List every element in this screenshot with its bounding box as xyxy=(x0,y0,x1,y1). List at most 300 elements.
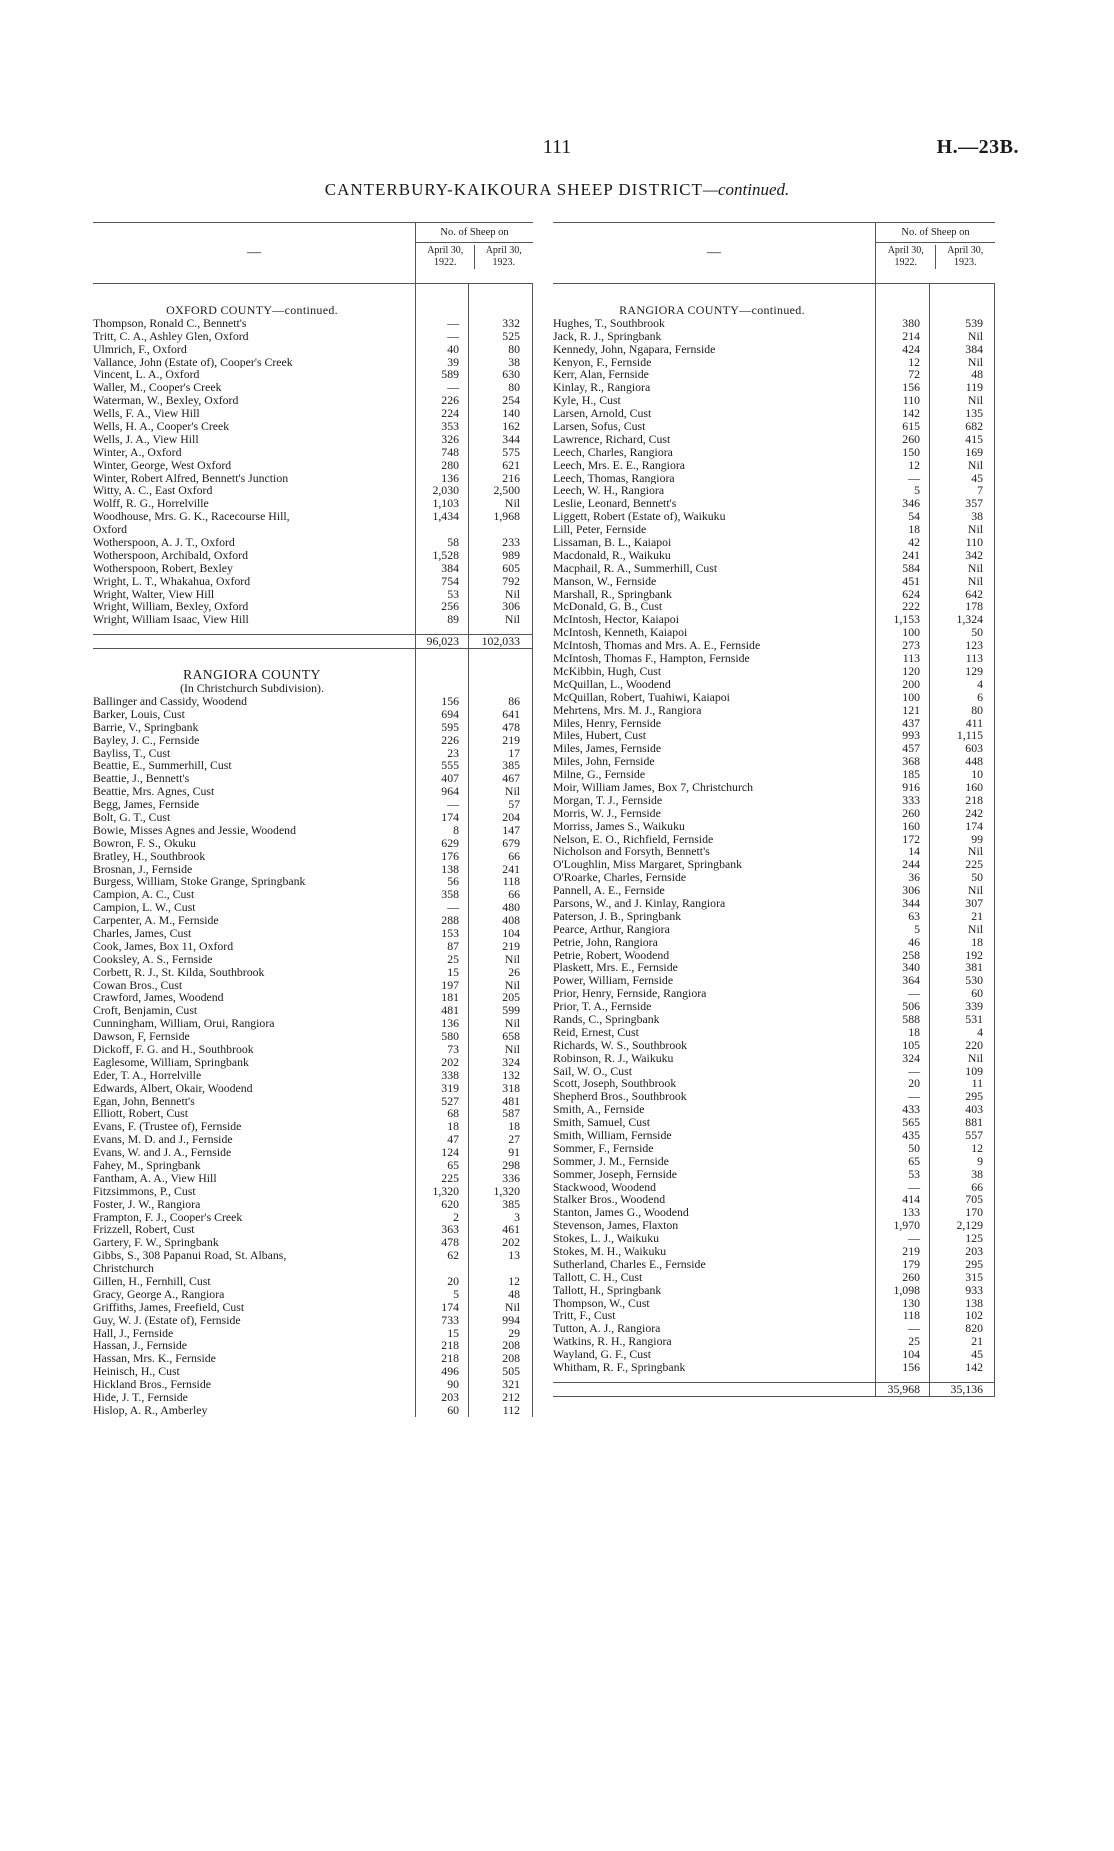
sheep-count-1922: 433 xyxy=(902,1102,920,1117)
sheep-count-1923: 99 xyxy=(971,831,983,846)
table-row xyxy=(553,356,995,369)
sheep-count-1922: — xyxy=(908,1231,920,1246)
owner-name: Charles, James, Cust xyxy=(93,926,192,940)
owner-name: Campion, A. C., Cust xyxy=(93,888,195,902)
page-reference: H.—23B. xyxy=(936,136,1019,158)
sheep-count-1923: Nil xyxy=(504,977,520,992)
sheep-count-1922: 380 xyxy=(902,315,920,330)
table-row xyxy=(93,394,533,407)
owner-name: Miles, Hubert, Cust xyxy=(553,729,647,743)
table-row xyxy=(93,927,533,940)
table-row xyxy=(93,875,533,888)
table-row xyxy=(93,1004,533,1017)
header-group-title: No. of Sheep on xyxy=(876,223,995,243)
sheep-count-1923: 142 xyxy=(965,1360,983,1375)
sheep-count-1922: 15 xyxy=(447,964,459,979)
table-row xyxy=(93,785,533,798)
table-row xyxy=(553,1116,995,1129)
owner-name: Oxford xyxy=(93,523,128,537)
left-rows-rangiora xyxy=(93,695,533,1417)
sheep-count-1923: 21 xyxy=(971,908,983,923)
owner-name: Corbett, R. J., St. Kilda, Southbrook xyxy=(93,965,265,979)
sheep-count-1922: 54 xyxy=(908,509,920,524)
owner-name: Bayley, J. C., Fernside xyxy=(93,733,200,747)
sheep-count-1922: 333 xyxy=(902,792,920,807)
sheep-count-1922: 72 xyxy=(908,367,920,382)
table-row xyxy=(93,979,533,992)
table-row xyxy=(93,433,533,446)
table-row xyxy=(93,708,533,721)
sheep-count-1922: 68 xyxy=(447,1106,459,1121)
table-row xyxy=(553,1065,995,1078)
owner-name: Tritt, C. A., Ashley Glen, Oxford xyxy=(93,329,249,343)
owner-name: Barrie, V., Springbank xyxy=(93,720,199,734)
sheep-count-1922: 181 xyxy=(441,990,459,1005)
sheep-count-1923: 603 xyxy=(965,741,983,756)
sheep-count-1922: 481 xyxy=(441,1003,459,1018)
sheep-count-1922: 73 xyxy=(447,1041,459,1056)
sheep-count-1922: 47 xyxy=(447,1132,459,1147)
owner-name: Frampton, F. J., Cooper's Creek xyxy=(93,1210,243,1224)
sheep-count-1923: 307 xyxy=(965,895,983,910)
sheep-count-1923: 80 xyxy=(971,702,983,717)
owner-name: Frizzell, Robert, Cust xyxy=(93,1223,195,1237)
owner-name: McQuillan, L., Woodend xyxy=(553,677,671,691)
sheep-count-1922: 414 xyxy=(902,1192,920,1207)
sheep-count-1922: 319 xyxy=(441,1080,459,1095)
sheep-count-1922: 160 xyxy=(902,818,920,833)
sheep-count-1923: 1,320 xyxy=(493,1183,520,1198)
table-row xyxy=(93,901,533,914)
sheep-count-1922: 344 xyxy=(902,895,920,910)
sheep-count-1922: 105 xyxy=(902,1037,920,1052)
header-col-1923-line2: 1923. xyxy=(954,257,977,268)
sheep-count-1922: — xyxy=(447,315,459,330)
header-group xyxy=(415,223,533,283)
owner-name: Ballinger and Cassidy, Woodend xyxy=(93,694,248,708)
sheep-count-1923: Nil xyxy=(967,844,983,859)
sheep-count-1923: 539 xyxy=(965,315,983,330)
sheep-count-1922: — xyxy=(447,900,459,915)
sheep-count-1922: 225 xyxy=(441,1170,459,1185)
owner-name: Leech, W. H., Rangiora xyxy=(553,484,665,498)
owner-name: Hislop, A. R., Amberley xyxy=(93,1403,208,1417)
sheep-count-1923: 119 xyxy=(965,380,983,395)
sheep-count-1923: 242 xyxy=(965,805,983,820)
owner-name: Richards, W. S., Southbrook xyxy=(553,1038,688,1052)
sheep-count-1922: 179 xyxy=(902,1256,920,1271)
owner-name: Burgess, William, Stoke Grange, Springbank xyxy=(93,875,306,889)
sheep-count-1923: 881 xyxy=(965,1115,983,1130)
table-row xyxy=(553,1077,995,1090)
sheep-count-1922: 18 xyxy=(908,1024,920,1039)
sheep-count-1922: 260 xyxy=(902,1269,920,1284)
table-row xyxy=(553,1271,995,1284)
sheep-count-1922: 8 xyxy=(453,822,459,837)
sheep-count-1922: 218 xyxy=(441,1351,459,1366)
sheep-count-1923: 80 xyxy=(508,380,520,395)
sheep-count-1922: — xyxy=(908,1089,920,1104)
sheep-count-1922: 340 xyxy=(902,960,920,975)
sheep-count-1923: 212 xyxy=(502,1390,520,1405)
table-row xyxy=(553,317,995,330)
sheep-count-1923: 66 xyxy=(508,848,520,863)
sheep-count-1922: 346 xyxy=(902,496,920,511)
table-row xyxy=(553,910,995,923)
sheep-count-1922: 407 xyxy=(441,771,459,786)
owner-name: Waller, M., Cooper's Creek xyxy=(93,381,222,395)
sheep-count-1922: 1,970 xyxy=(893,1218,920,1233)
sheep-count-1922: 65 xyxy=(447,1158,459,1172)
sheep-count-1922: 130 xyxy=(902,1295,920,1310)
owner-name: Robinson, R. J., Waikuku xyxy=(553,1051,674,1065)
table-row xyxy=(93,1301,533,1314)
owner-name: Eaglesome, William, Springbank xyxy=(93,1055,249,1069)
owner-name: Kyle, H., Cust xyxy=(553,394,621,408)
sheep-count-1923: 125 xyxy=(965,1231,983,1246)
sheep-count-1923: 587 xyxy=(502,1106,520,1121)
owner-name: Cook, James, Box 11, Oxford xyxy=(93,939,234,953)
sheep-count-1923: 531 xyxy=(965,1011,983,1026)
owner-name: Sutherland, Charles E., Fernside xyxy=(553,1257,706,1271)
owner-name: Rands, C., Springbank xyxy=(553,1012,660,1026)
owner-name: Winter, Robert Alfred, Bennett's Junction xyxy=(93,471,289,485)
title-main: CANTERBURY-KAIKOURA SHEEP DISTRICT xyxy=(324,180,703,199)
sheep-count-1922: 23 xyxy=(447,745,459,760)
owner-name: Witty, A. C., East Oxford xyxy=(93,484,213,498)
header-blank: — xyxy=(247,245,261,260)
owner-name: Stackwood, Woodend xyxy=(553,1180,657,1194)
table-row xyxy=(93,695,533,708)
sheep-count-1922: 203 xyxy=(441,1390,459,1405)
sheep-count-1922: 12 xyxy=(908,457,920,472)
sheep-count-1922: 15 xyxy=(447,1325,459,1340)
sheep-count-1922: 226 xyxy=(441,732,459,747)
table-row xyxy=(93,811,533,824)
table-row xyxy=(93,1275,533,1288)
table-row xyxy=(93,613,533,626)
table-row xyxy=(553,394,995,407)
table-row xyxy=(93,888,533,901)
table-row xyxy=(93,1043,533,1056)
owner-name: O'Loughlin, Miss Margaret, Springbank xyxy=(553,858,743,872)
owner-name: Shepherd Bros., Southbrook xyxy=(553,1090,687,1104)
owner-name: Carpenter, A. M., Fernside xyxy=(93,914,219,927)
owner-name: Sail, W. O., Cust xyxy=(553,1064,632,1078)
owner-name: Mehrtens, Mrs. M. J., Rangiora xyxy=(553,703,702,717)
owner-name: Waterman, W., Bexley, Oxford xyxy=(93,394,239,408)
sheep-count-1922: 174 xyxy=(441,1299,459,1314)
owner-name: Kenyon, F., Fernside xyxy=(553,355,652,369)
table-row xyxy=(93,1365,533,1378)
sheep-count-1922: 506 xyxy=(902,999,920,1014)
sheep-count-1923: 557 xyxy=(965,1128,983,1142)
table-row xyxy=(553,755,995,768)
sheep-count-1923: 3 xyxy=(514,1209,520,1224)
owner-name: Winter, A., Oxford xyxy=(93,445,182,459)
owner-name: Pearce, Arthur, Rangiora xyxy=(553,922,670,936)
table-row xyxy=(553,949,995,962)
sheep-count-1923: 298 xyxy=(502,1158,520,1172)
sheep-count-1922: 20 xyxy=(447,1274,459,1289)
table-row xyxy=(553,1168,995,1181)
table-row xyxy=(553,368,995,381)
sheep-count-1922: 288 xyxy=(441,913,459,928)
sheep-count-1922: 241 xyxy=(902,547,920,562)
sheep-count-1923: 321 xyxy=(502,1377,520,1392)
sheep-count-1923: 18 xyxy=(508,1119,520,1134)
sheep-count-1922: 451 xyxy=(902,573,920,588)
sheep-count-1923: 599 xyxy=(502,1003,520,1018)
sheep-count-1923: 385 xyxy=(502,758,520,773)
owner-name: Macdonald, R., Waikuku xyxy=(553,548,671,562)
table-row xyxy=(93,420,533,433)
owner-name: Hughes, T., Southbrook xyxy=(553,316,665,330)
owner-name: Croft, Benjamin, Cust xyxy=(93,1004,198,1018)
table-row xyxy=(93,1172,533,1185)
owner-name: McQuillan, Robert, Tuahiwi, Kaiapoi xyxy=(553,690,730,704)
sheep-count-1923: 642 xyxy=(965,586,983,601)
sheep-count-1923: 135 xyxy=(965,406,983,421)
owner-name: Bratley, H., Southbrook xyxy=(93,849,206,863)
owner-name: Tritt, F., Cust xyxy=(553,1309,616,1323)
owner-name: Heinisch, H., Cust xyxy=(93,1365,180,1379)
sheep-count-1923: 481 xyxy=(502,1093,520,1108)
sheep-count-1923: 295 xyxy=(965,1089,983,1104)
sheep-count-1923: 80 xyxy=(508,341,520,356)
owner-name: Power, William, Fernside xyxy=(553,974,674,988)
sheep-count-1922: 200 xyxy=(902,676,920,691)
sheep-count-1923: Nil xyxy=(504,1016,520,1031)
sheep-count-1922: 326 xyxy=(441,431,459,446)
owner-name: Prior, Henry, Fernside, Rangiora xyxy=(553,987,707,1001)
sheep-count-1922: 435 xyxy=(902,1128,920,1142)
sheep-count-1922: 222 xyxy=(902,599,920,614)
owner-name: Hickland Bros., Fernside xyxy=(93,1378,211,1392)
sheep-count-1922: 174 xyxy=(441,809,459,824)
table-row xyxy=(93,330,533,343)
sheep-count-1922: 25 xyxy=(908,1334,920,1349)
sheep-count-1923: 682 xyxy=(965,419,983,434)
owner-name: Morgan, T. J., Fernside xyxy=(553,793,663,807)
total-row-rangiora xyxy=(553,1382,995,1397)
sheep-count-1923: 332 xyxy=(502,315,520,330)
owner-name: Leslie, Leonard, Bennett's xyxy=(553,497,677,511)
sheep-count-1923: 2,500 xyxy=(493,483,520,498)
sheep-count-1923: Nil xyxy=(967,354,983,369)
sheep-count-1923: 218 xyxy=(965,792,983,807)
owner-name: Marshall, R., Springbank xyxy=(553,587,672,601)
sheep-count-1923: 18 xyxy=(971,934,983,949)
sheep-count-1922: 324 xyxy=(902,1050,920,1065)
sheep-count-1923: 204 xyxy=(502,809,520,824)
table-row xyxy=(553,1129,995,1142)
owner-name: Tutton, A. J., Rangiora xyxy=(553,1322,661,1336)
sheep-count-1923: 12 xyxy=(971,1140,983,1155)
section-heading-oxford: OXFORD COUNTY—continued. xyxy=(166,304,338,317)
owner-name: Gillen, H., Fernhill, Cust xyxy=(93,1275,211,1288)
owner-name: McIntosh, Kenneth, Kaiapoi xyxy=(553,626,688,640)
owner-name: Wells, H. A., Cooper's Creek xyxy=(93,420,230,433)
owner-name: Crawford, James, Woodend xyxy=(93,991,224,1005)
owner-name: Miles, Henry, Fernside xyxy=(553,716,662,730)
table-row xyxy=(93,1211,533,1224)
owner-name: Petrie, John, Rangiora xyxy=(553,935,658,949)
owner-name: Prior, T. A., Fernside xyxy=(553,1000,652,1013)
sheep-count-1923: Nil xyxy=(967,560,983,575)
table-row xyxy=(553,1206,995,1219)
sheep-count-1922: 527 xyxy=(441,1093,459,1108)
sheep-count-1922: 565 xyxy=(902,1115,920,1130)
table-row xyxy=(93,1391,533,1404)
owner-name: Leech, Thomas, Rangiora xyxy=(553,471,675,485)
table-row xyxy=(553,845,995,858)
sheep-count-1922: 65 xyxy=(908,1153,920,1168)
sheep-count-1922: — xyxy=(447,380,459,395)
table-row xyxy=(93,940,533,953)
owner-name: Griffiths, James, Freefield, Cust xyxy=(93,1300,245,1314)
header-col-1922-line2: 1922. xyxy=(894,257,917,268)
sheep-count-1923: 336 xyxy=(502,1170,520,1185)
owner-name: Vallance, John (Estate of), Cooper's Creek xyxy=(93,355,293,369)
table-row xyxy=(553,1103,995,1116)
sheep-count-1922: 214 xyxy=(902,328,920,343)
sheep-count-1922: 50 xyxy=(908,1140,920,1155)
sheep-count-1922: 87 xyxy=(447,938,459,953)
owner-name: O'Roarke, Charles, Fernside xyxy=(553,871,687,885)
sheep-count-1922: 368 xyxy=(902,754,920,769)
sheep-count-1923: 170 xyxy=(965,1205,983,1220)
sheep-count-1922: 964 xyxy=(441,784,459,799)
owner-name: Ulmrich, F., Oxford xyxy=(93,342,187,356)
owner-name: Christchurch xyxy=(93,1262,154,1276)
table-row xyxy=(553,974,995,987)
header-col-1922-line2: 1922. xyxy=(434,257,457,268)
sheep-count-1923: Nil xyxy=(967,522,983,537)
table-row xyxy=(93,446,533,459)
owner-name: Woodhouse, Mrs. G. K., Racecourse Hill, xyxy=(93,510,290,524)
table-row xyxy=(93,747,533,760)
sheep-count-1923: 415 xyxy=(965,431,983,446)
table-row xyxy=(553,1142,995,1155)
owner-name: Kerr, Alan, Fernside xyxy=(553,368,649,382)
header-group xyxy=(875,223,995,283)
sheep-count-1922: 364 xyxy=(902,973,920,988)
sheep-count-1922: 5 xyxy=(453,1286,459,1301)
sheep-count-1923: 478 xyxy=(502,719,520,734)
owner-name: Nelson, E. O., Richfield, Fernside xyxy=(553,832,714,846)
sheep-count-1923: 66 xyxy=(508,887,520,902)
sheep-count-1922: 46 xyxy=(908,934,920,949)
table-row xyxy=(93,1378,533,1391)
sheep-count-1923: 344 xyxy=(502,431,520,446)
table-row xyxy=(553,1052,995,1065)
header-col-1922-line1: April 30, xyxy=(887,245,924,256)
table-row xyxy=(93,356,533,369)
owner-name: Milne, G., Fernside xyxy=(553,768,646,781)
table-row xyxy=(553,768,995,781)
owner-name: Parsons, W., and J. Kinlay, Rangiora xyxy=(553,896,726,910)
right-column xyxy=(553,222,995,1397)
sheep-count-1923: 384 xyxy=(965,341,983,356)
sheep-count-1922: 136 xyxy=(441,1016,459,1031)
owner-name: Bolt, G. T., Cust xyxy=(93,810,171,824)
sheep-count-1923: 57 xyxy=(508,797,520,812)
table-row xyxy=(93,484,533,497)
table-row xyxy=(93,497,533,510)
table-row xyxy=(93,1404,533,1417)
sheep-count-1922: 62 xyxy=(447,1248,459,1263)
owner-name: Winter, George, West Oxford xyxy=(93,458,232,472)
sheep-count-1922: 424 xyxy=(902,341,920,356)
owner-name: Smith, A., Fernside xyxy=(553,1103,645,1117)
sheep-count-1923: Nil xyxy=(967,921,983,936)
owner-name: Beattie, E., Summerhill, Cust xyxy=(93,759,232,773)
sheep-count-1922: 260 xyxy=(902,805,920,820)
owner-name: Reid, Ernest, Cust xyxy=(553,1025,639,1039)
owner-name: Paterson, J. B., Springbank xyxy=(553,909,682,923)
owner-name: Wright, William, Bexley, Oxford xyxy=(93,600,249,614)
table-row xyxy=(93,850,533,863)
table-row xyxy=(93,1185,533,1198)
sheep-count-1923: 38 xyxy=(508,354,520,369)
sheep-count-1922: 588 xyxy=(902,1011,920,1026)
owner-name: Beattie, Mrs. Agnes, Cust xyxy=(93,785,215,799)
owner-name: Tallott, H., Springbank xyxy=(553,1283,662,1297)
header-col-1923 xyxy=(474,245,534,269)
table-row xyxy=(93,772,533,785)
sheep-count-1922: 226 xyxy=(441,393,459,408)
table-row xyxy=(93,1314,533,1327)
sheep-count-1923: 50 xyxy=(971,870,983,885)
table-row xyxy=(553,1309,995,1322)
sheep-count-1922: 5 xyxy=(914,921,920,936)
table-row xyxy=(553,729,995,742)
table-row xyxy=(93,317,533,330)
owner-name: McIntosh, Hector, Kaiapoi xyxy=(553,613,679,627)
sheep-count-1922: 244 xyxy=(902,857,920,872)
table-row xyxy=(93,1249,533,1262)
owner-name: Lill, Peter, Fernside xyxy=(553,523,647,537)
table-row xyxy=(553,510,995,523)
sheep-count-1923: 109 xyxy=(965,1063,983,1078)
sheep-count-1923: Nil xyxy=(504,784,520,799)
owner-name: Macphail, R. A., Summerhill, Cust xyxy=(553,561,718,575)
total-1923: 35,136 xyxy=(950,1381,983,1396)
sheep-count-1922: 150 xyxy=(902,444,920,459)
sheep-count-1923: 27 xyxy=(508,1132,520,1147)
sheep-count-1923: 411 xyxy=(965,715,983,730)
sheep-count-1922: 224 xyxy=(441,406,459,421)
owner-name: Hide, J. T., Fernside xyxy=(93,1391,188,1404)
owner-name: Gibbs, S., 308 Papanui Road, St. Albans, xyxy=(93,1249,287,1263)
sheep-count-1922: 42 xyxy=(908,535,920,550)
owner-name: Guy, W. J. (Estate of), Fernside xyxy=(93,1313,241,1327)
right-table-body xyxy=(553,284,995,1397)
sheep-count-1922: 63 xyxy=(908,908,920,923)
sheep-count-1922: 118 xyxy=(902,1308,920,1323)
total-1922: 96,023 xyxy=(426,634,459,649)
table-row xyxy=(553,742,995,755)
sheep-count-1923: 174 xyxy=(965,818,983,833)
sheep-count-1923: 381 xyxy=(965,960,983,975)
sheep-count-1923: 1,115 xyxy=(956,728,983,743)
owner-name: Stevenson, James, Flaxton xyxy=(553,1219,679,1233)
sheep-count-1922: 363 xyxy=(441,1222,459,1237)
table-row xyxy=(553,665,995,678)
owner-name: Dawson, F, Fernside xyxy=(93,1030,190,1043)
owner-name: Stokes, L. J., Waikuku xyxy=(553,1232,659,1246)
